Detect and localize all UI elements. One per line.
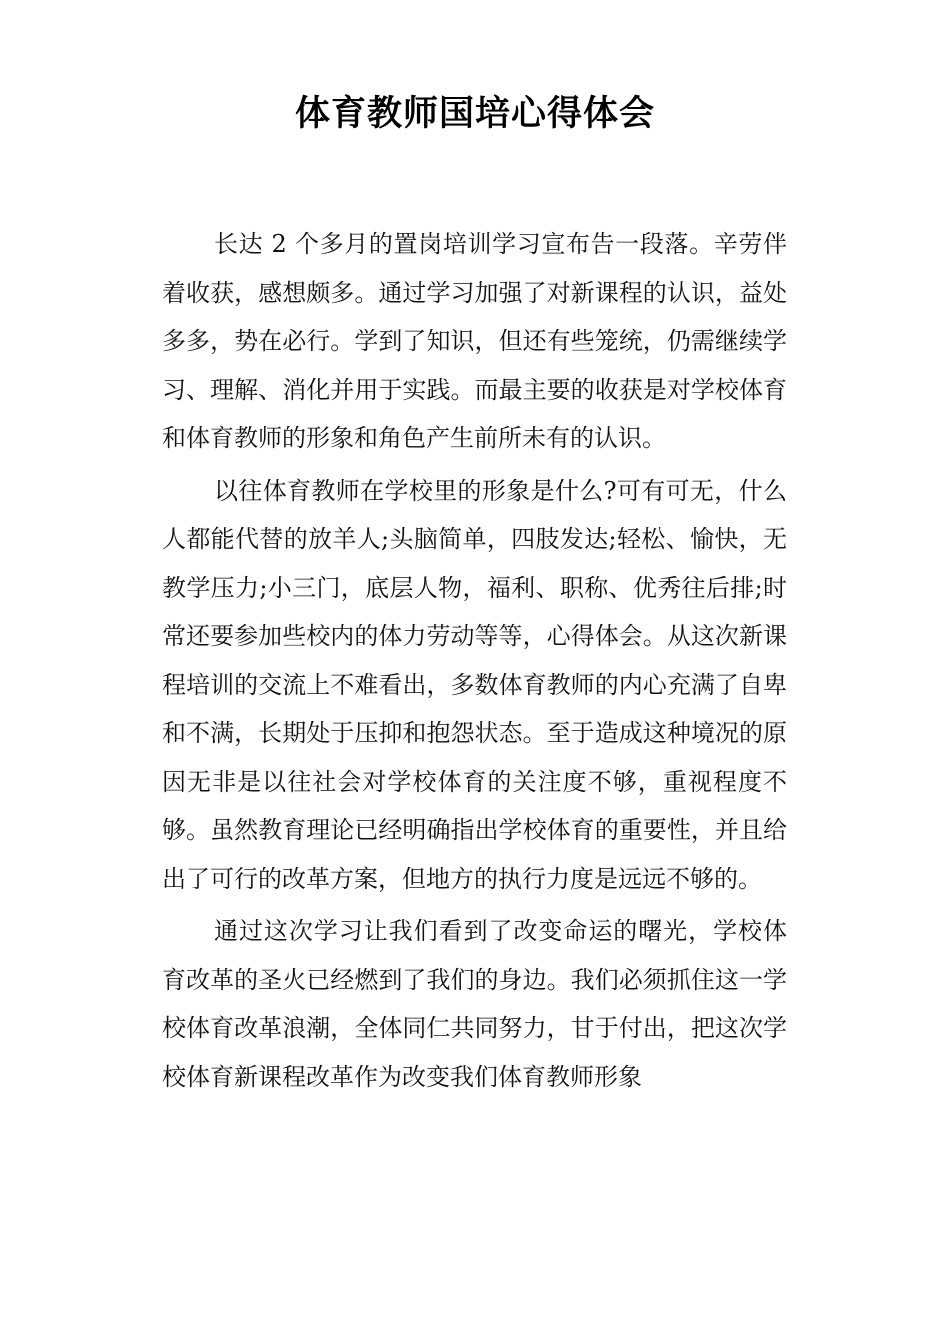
paragraph-1: 长达 2 个多月的置岗培训学习宣布告一段落。辛劳伴着收获，感想颇多。通过学习加强了对新课程的认识，益处多多，势在必行。学到了知识，但还有些笼统，仍需继续学习、理解、消化并用于实践。而最主要的收获是对学校体育和体育教师的形象和角色产生前所未有的认识。 [162, 230, 787, 452]
paragraph-2: 以往体育教师在学校里的形象是什么?可有可无，什么人都能代替的放羊人;头脑简单，四肢发达;轻松、愉快，无教学压力;小三门，底层人物，福利、职称、优秀往后排;时常还要参加些校内的体力劳动等等，心得体会。从这次新课程培训的交流上不难看出，多数体育教师的内心充满了自卑和不满，长期处于压抑和抱怨状态。至于造成这种境况的原因无非是以往社会对学校体育的关注度不够，重视程度不够。虽然教育理论已经明确指出学校体育的重要性，并且给出了可行的改革方案，但地方的执行力度是远远不够的。 [162, 476, 787, 893]
document-title: 体育教师国培心得体会 [294, 94, 655, 134]
paragraph-3: 通过这次学习让我们看到了改变命运的曙光，学校体育改革的圣火已经燃到了我们的身边。我们必须抓住这一学校体育改革浪潮，全体同仁共同努力，甘于付出，把这次学校体育新课程改革作为改变我们体育教师形象 [162, 917, 787, 1091]
document-body [162, 220, 787, 1101]
